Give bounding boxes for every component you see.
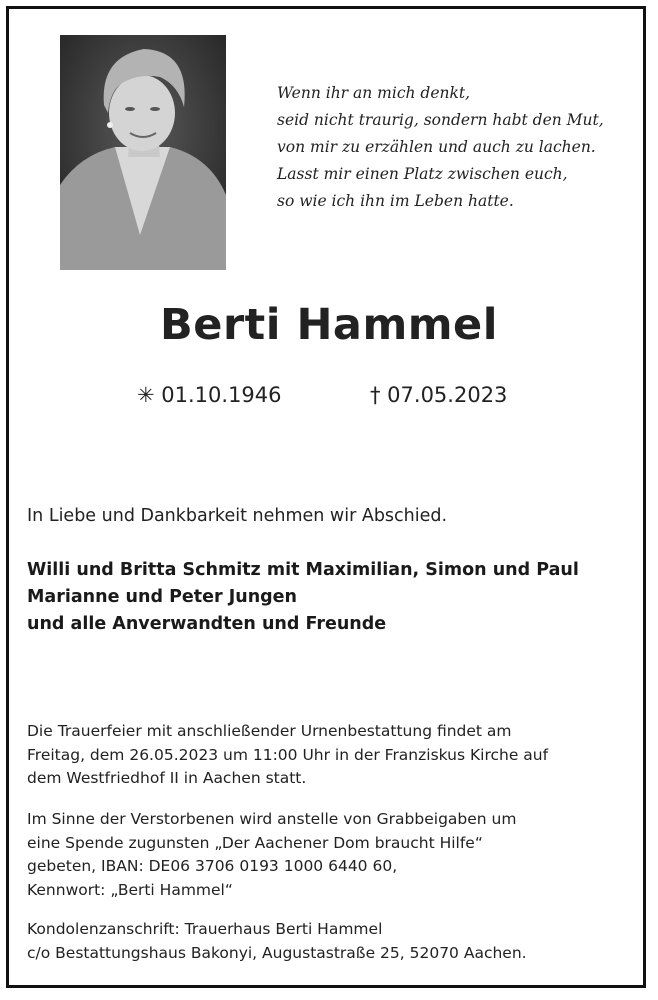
farewell-text: In Liebe und Dankbarkeit nehmen wir Abschied. [27, 506, 448, 526]
mourners-list [27, 557, 579, 638]
death-date: † 07.05.2023 [370, 383, 508, 407]
poem-line: so wie ich ihn im Leben hatte. [277, 192, 514, 210]
donation-line: eine Spende zugunsten „Der Aachener Dom braucht Hilfe“ [27, 833, 483, 852]
donation-line: Im Sinne der Verstorbenen wird anstelle von Grabbeigaben um [27, 810, 517, 828]
funeral-line: dem Westfriedhof II in Aachen statt. [27, 769, 307, 787]
mourner-line: Willi und Britta Schmitz mit Maximilian, Simon und Paul [27, 560, 579, 580]
condolence-line: c/o Bestattungshaus Bakonyi, Augustastraße 25, 52070 Aachen. [27, 943, 527, 962]
mourner-line: und alle Anverwandten und Freunde [27, 614, 387, 634]
deceased-name: Berti Hammel [160, 300, 498, 350]
condolence-line: Kondolenzanschrift: Trauerhaus Berti Hammel [27, 920, 383, 938]
donation-line: gebeten, IBAN: DE06 3706 0193 1000 6440 60, [27, 857, 398, 875]
poem [277, 80, 637, 215]
poem-line: Lasst mir einen Platz zwischen euch, [277, 165, 568, 183]
donation-info [27, 808, 516, 902]
portrait-photo [60, 35, 226, 270]
funeral-line: Die Trauerfeier mit anschließender Urnenbestattung findet am [27, 722, 512, 740]
birth-date: ✳ 01.10.1946 [137, 383, 282, 407]
funeral-line: Freitag, dem 26.05.2023 um 11:00 Uhr in der Franziskus Kirche auf [27, 745, 549, 764]
poem-line: von mir zu erzählen und auch zu lachen. [277, 138, 596, 156]
funeral-info [27, 720, 548, 791]
poem-line: seid nicht traurig, sondern habt den Mut, [277, 111, 604, 129]
poem-line: Wenn ihr an mich denkt, [277, 84, 471, 102]
condolence-address [27, 918, 527, 965]
donation-line: Kennwort: „Berti Hammel“ [27, 880, 233, 899]
mourner-line: Marianne und Peter Jungen [27, 587, 298, 607]
